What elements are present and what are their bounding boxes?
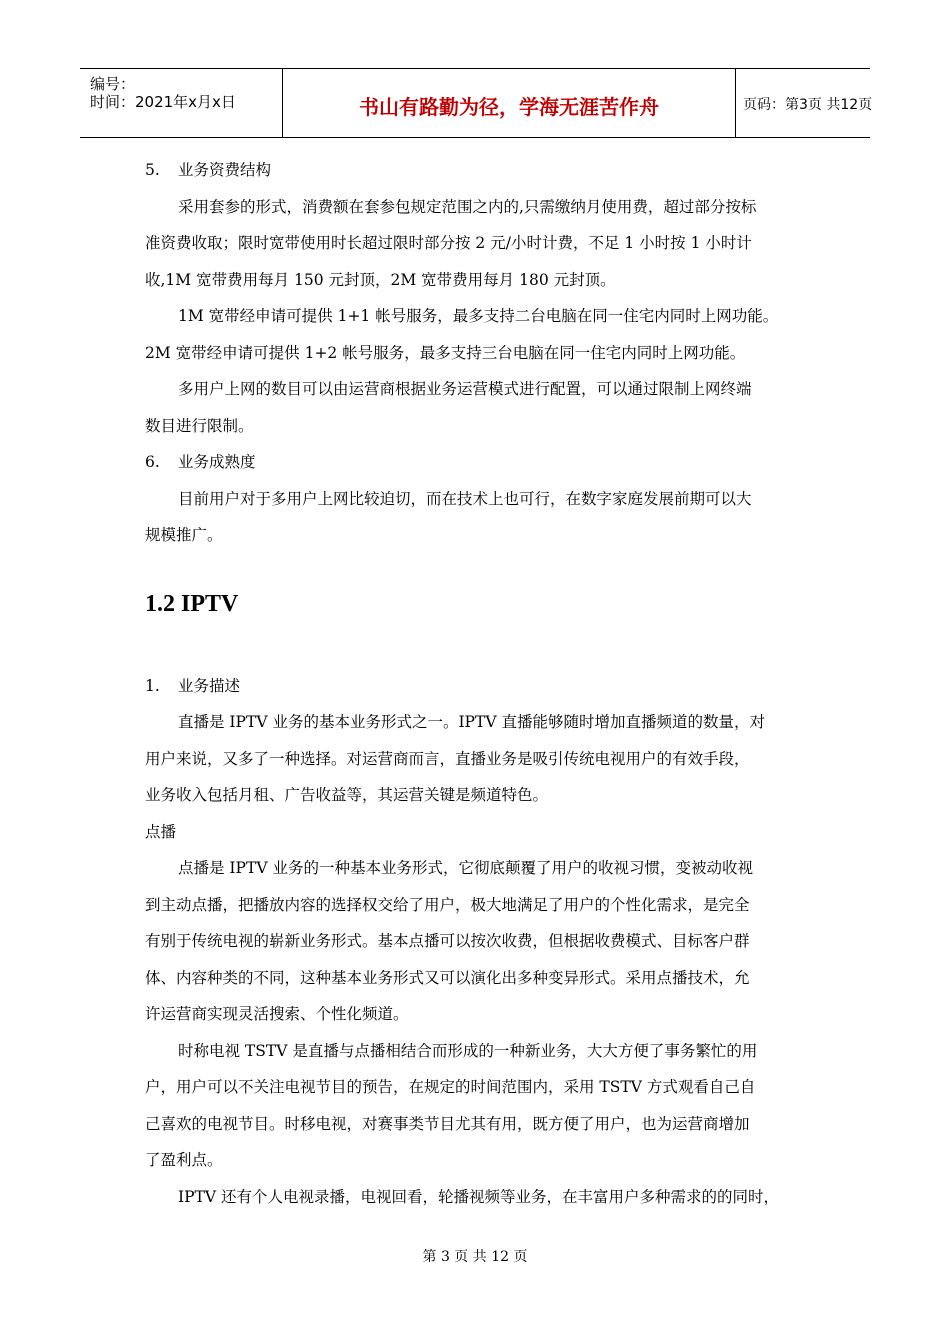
header-motto: 书山有路勤为径，学海无涯苦作舟	[359, 95, 659, 119]
header-info	[80, 69, 282, 137]
paragraph-line: 数目进行限制。	[145, 416, 254, 435]
paragraph-line: IPTV 还有个人电视录播，电视回看，轮播视频等业务，在丰富用户多种需求的的同时，	[178, 1187, 780, 1206]
paragraph-line: 目前用户对于多用户上网比较迫切，而在技术上也可行，在数字家庭发展前期可以大	[178, 489, 752, 508]
section-number: 5.	[145, 161, 160, 179]
page-header	[80, 68, 873, 138]
paragraph-line: 己喜欢的电视节目。时移电视，对赛事类节目尤其有用，既方便了用户，也为运营商增加	[145, 1114, 750, 1133]
paragraph-line: 时称电视 TSTV 是直播与点播相结合而形成的一种新业务，大大方便了事务繁忙的用	[178, 1041, 758, 1060]
section-title: 业务资费结构	[178, 161, 272, 179]
section-number: 1.	[145, 676, 160, 695]
paragraph-line: 采用套参的形式，消费额在套参包规定范围之内的,只需缴纳月使用费，超过部分按标	[178, 197, 757, 216]
time-label: 时间：2021年x月x日	[90, 93, 236, 111]
section-heading	[145, 152, 810, 189]
paragraph-line: 直播是 IPTV 业务的基本业务形式之一。IPTV 直播能够随时增加直播频道的数量，对	[178, 713, 765, 731]
section-title: 业务描述	[178, 676, 241, 695]
paragraph-line: 户，用户可以不关注电视节目的预告，在规定的时间范围内，采用 TSTV 方式观看自己自	[145, 1078, 756, 1096]
paragraph-line: 1M 宽带经申请可提供 1+1 帐号服务，最多支持二台电脑在同一住宅内同时上网功能。	[178, 307, 779, 325]
paragraph-line: 许运营商实现灵活搜索、个性化频道。	[145, 1005, 409, 1023]
number-label: 编号：	[90, 75, 136, 93]
header-page-code: 页码：第3页 共12页	[743, 97, 873, 113]
paragraph-line: 2M 宽带经申请可提供 1+2 帐号服务，最多支持三台电脑在同一住宅内同时上网功能。	[145, 343, 746, 362]
section-heading	[145, 668, 810, 705]
header-motto-cell	[282, 69, 736, 137]
paragraph-line: 到主动点播，把播放内容的选择权交给了用户，极大地满足了用户的个性化需求，是完全	[145, 895, 750, 914]
paragraph-line: 多用户上网的数目可以由运营商根据业务运营模式进行配置，可以通过限制上网终端	[178, 380, 752, 398]
paragraph-line: 收,1M 宽带费用每月 150 元封顶，2M 宽带费用每月 180 元封顶。	[145, 270, 616, 289]
header-page-cell	[735, 69, 873, 137]
document-body	[145, 152, 810, 1215]
paragraph-line: 准资费收取；限时宽带使用时长超过限时部分按 2 元/小时计费，不足 1 小时按 1 小时计	[145, 234, 752, 252]
paragraph-line: 有别于传统电视的崭新业务形式。基本点播可以按次收费，但根据收费模式、目标客户群	[145, 932, 750, 950]
paragraph-line: 业务收入包括月租、广告收益等，其运营关键是频道特色。	[145, 786, 549, 804]
section-heading	[145, 444, 810, 481]
paragraph-line: 用户来说，又多了一种选择。对运营商而言，直播业务是吸引传统电视用户的有效手段，	[145, 749, 750, 768]
section-title: 业务成熟度	[178, 453, 256, 471]
subheading: 点播	[145, 822, 177, 841]
paragraph-line: 体、内容种类的不同，这种基本业务形式又可以演化出多种变异形式。采用点播技术，允	[145, 968, 750, 987]
paragraph-line: 了盈利点。	[145, 1151, 223, 1169]
page-footer: 第 3 页 共 12 页	[422, 1249, 528, 1265]
paragraph-line: 规模推广。	[145, 526, 223, 544]
paragraph-line: 点播是 IPTV 业务的一种基本业务形式，它彻底颠覆了用户的收视习惯，变被动收视	[178, 859, 753, 877]
chapter-heading: 1.2 IPTV	[145, 590, 239, 617]
section-number: 6.	[145, 453, 160, 471]
